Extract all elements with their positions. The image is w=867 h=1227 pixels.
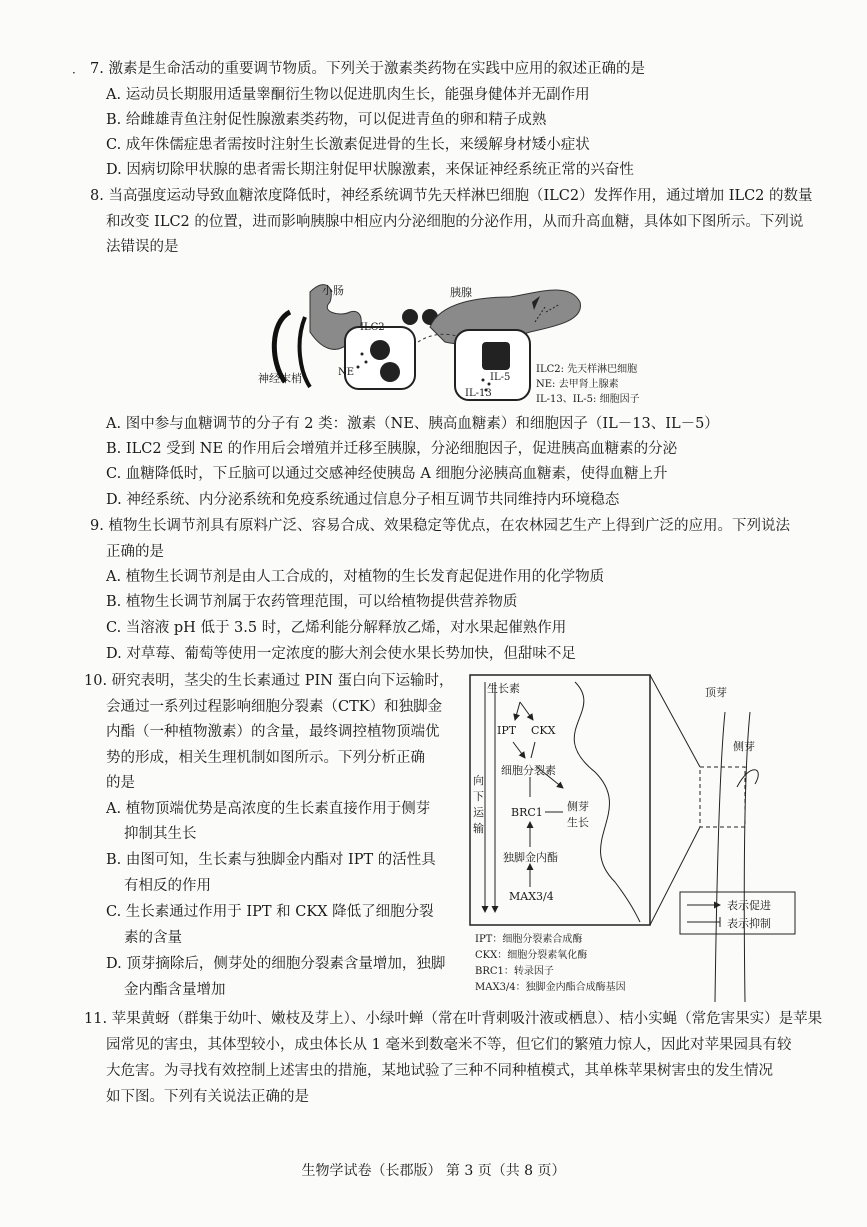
label-il13: IL-13: [465, 388, 492, 399]
q8-option-b: B. ILC2 受到 NE 的作用后会增殖并迁移至胰腺，分泌细胞因子，促进胰高血糖素的分泌: [106, 441, 678, 457]
q10-option-a-line1: A. 植物顶端优势是高浓度的生长素直接作用于侧芽: [106, 801, 431, 817]
q7-option-a: A. 运动员长期服用适量睾酮衍生物以促进肌肉生长，能强身健体并无副作用: [106, 87, 590, 103]
legend-cytokines: IL-13、IL-5: 细胞因子: [536, 394, 640, 405]
legend-ilc2: ILC2: 先天样淋巴细胞: [536, 364, 638, 375]
label-ipt: IPT: [497, 724, 517, 737]
q10-option-c-line1: C. 生长素通过作用于 IPT 和 CKX 降低了细胞分裂: [106, 904, 434, 920]
q10-option-a-line2: 抑制其生长: [124, 826, 197, 842]
label-lateral-growth-1: 侧芽: [567, 800, 589, 813]
label-ilc2: ILC2: [360, 322, 385, 333]
label-auxin: 生长素: [487, 682, 520, 695]
label-ne: NE: [338, 367, 355, 378]
page-footer: 生物学试卷（长郡版） 第 3 页（共 8 页）: [301, 1163, 566, 1179]
label-ckx: CKX: [531, 724, 556, 737]
label-nerve-ending: 神经末梢: [258, 372, 302, 385]
label-down-2: 下: [473, 790, 484, 803]
note-max: MAX3/4：独脚金内酯合成酶基因: [475, 982, 626, 993]
legend-ne: NE: 去甲肾上腺素: [536, 379, 619, 390]
label-strigolactone: 独脚金内酯: [503, 851, 558, 864]
q7-stem: 7. 激素是生命活动的重要调节物质。下列关于激素类药物在实践中应用的叙述正确的是: [90, 61, 645, 77]
label-brc1: BRC1: [511, 806, 543, 819]
q10-option-b-line1: B. 由图可知，生长素与独脚金内酯对 IPT 的活性具: [106, 852, 436, 868]
note-brc1: BRC1：转录因子: [475, 966, 554, 977]
q10-stem-line2: 会通过一系列过程影响细胞分裂素（CTK）和独脚金: [106, 699, 443, 715]
label-apical-bud: 顶芽: [705, 686, 727, 699]
q10-stem-line1: 10. 研究表明，茎尖的生长素通过 PIN 蛋白向下运输时，: [84, 673, 454, 689]
legend-inhibit: 表示抑制: [727, 917, 771, 930]
q8-diagram: [250, 272, 670, 407]
label-pancreas: 胰腺: [450, 286, 472, 299]
label-lateral-bud: 侧芽: [733, 740, 755, 753]
q9-option-a: A. 植物生长调节剂是由人工合成的，对植物的生长发育起促进作用的化学物质: [106, 569, 605, 585]
q8-option-d: D. 神经系统、内分泌系统和免疫系统通过信息分子相互调节共同维持内环境稳态: [106, 492, 620, 508]
q11-line4: 如下图。下列有关说法正确的是: [106, 1089, 309, 1105]
note-ckx: CKX：细胞分裂素氧化酶: [475, 950, 588, 961]
q9-stem-line2: 正确的是: [106, 544, 164, 560]
q11-line2: 园常见的害虫，其体型较小，成虫体长从 1 毫米到数毫米不等，但它们的繁殖力惊人，因此对苹果园具有较: [106, 1037, 792, 1053]
q11-line3: 大危害。为寻找有效控制上述害虫的措施，某地试验了三种不同种植模式，其单株苹果树害虫的发生情况: [106, 1063, 773, 1079]
q10-stem-line4: 势的形成，相关生理机制如图所示。下列分析正确: [106, 750, 425, 766]
q10-stem-line5: 的是: [106, 775, 135, 791]
q10-option-b-line2: 有相反的作用: [124, 878, 211, 894]
label-cytokinin: 细胞分裂素: [501, 764, 556, 777]
q7-option-b: B. 给雌雄青鱼注射促性腺激素类药物，可以促进青鱼的卵和精子成熟: [106, 112, 547, 128]
q8-option-a: A. 图中参与血糖调节的分子有 2 类：激素（NE、胰高血糖素）和细胞因子（IL－13、IL－5）: [106, 416, 719, 432]
label-down-3: 运: [473, 806, 484, 819]
q9-option-b: B. 植物生长调节剂属于农药管理范围，可以给植物提供营养物质: [106, 594, 518, 610]
margin-dot: ·: [72, 66, 76, 80]
q10-option-d-line1: D. 顶芽摘除后，侧芽处的细胞分裂素含量增加，独脚: [106, 956, 446, 972]
q11-line1: 11. 苹果黄蚜（群集于幼叶、嫩枝及芽上）、小绿叶蝉（常在叶背刺吸汁液或栖息）、桔小实蝇（常危害果实）是苹果: [84, 1011, 823, 1027]
q10-stem-line3: 内酯（一种植物激素）的含量，最终调控植物顶端优: [106, 724, 440, 740]
q9-option-c: C. 当溶液 pH 低于 3.5 时，乙烯利能分解释放乙烯，对水果起催熟作用: [106, 620, 567, 636]
q9-stem-line1: 9. 植物生长调节剂具有原料广泛、容易合成、效果稳定等优点，在农林园艺生产上得到广泛的应用。下列说法: [90, 518, 790, 534]
q10-option-d-line2: 金内酯含量增加: [124, 982, 226, 998]
label-down-1: 向: [473, 774, 484, 787]
q8-stem-line2: 和改变 ILC2 的位置，进而影响胰腺中相应内分泌细胞的分泌作用，从而升高血糖，具体如下图所示。下列说: [106, 214, 804, 230]
q8-stem-line1: 8. 当高强度运动导致血糖浓度降低时，神经系统调节先天样淋巴细胞（ILC2）发挥作用，通过增加 ILC2 的数量: [90, 188, 813, 204]
q7-option-d: D. 因病切除甲状腺的患者需长期注射促甲状腺激素，来保证神经系统正常的兴奋性: [106, 162, 634, 178]
q10-diagram: [465, 672, 815, 1002]
label-max: MAX3/4: [509, 890, 554, 903]
label-down-4: 输: [473, 822, 484, 835]
q10-option-c-line2: 素的含量: [124, 930, 182, 946]
legend-promote: 表示促进: [727, 899, 771, 912]
q8-stem-line3: 法错误的是: [106, 239, 179, 255]
note-ipt: IPT：细胞分裂素合成酶: [475, 934, 583, 945]
label-il5: IL-5: [490, 372, 511, 383]
q8-option-c: C. 血糖降低时，下丘脑可以通过交感神经使胰岛 A 细胞分泌胰高血糖素，使得血糖上升: [106, 466, 668, 482]
q9-option-d: D. 对草莓、葡萄等使用一定浓度的膨大剂会使水果长势加快，但甜味不足: [106, 646, 576, 662]
label-lateral-growth-2: 生长: [567, 816, 589, 829]
q7-option-c: C. 成年侏儒症患者需按时注射生长激素促进骨的生长，来缓解身材矮小症状: [106, 137, 590, 153]
label-small-intestine: 小肠: [322, 284, 344, 297]
